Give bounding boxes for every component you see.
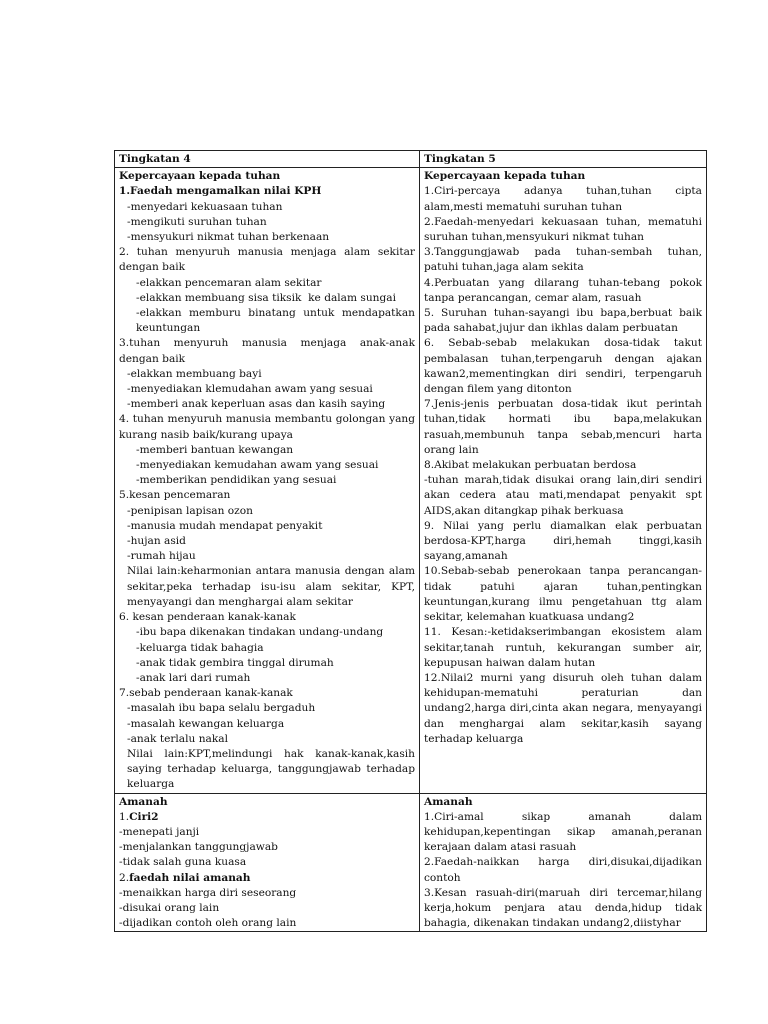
text-line <box>424 671 702 747</box>
text-content: -menjalankan tanggungjawab <box>119 841 278 854</box>
text-line <box>424 795 702 810</box>
text-content: -tidak salah guna kuasa <box>119 856 247 869</box>
text-content: -menepati janji <box>119 825 200 838</box>
text-line <box>119 686 415 701</box>
text-content: Amanah <box>424 795 473 808</box>
text-content: -memberikan pendidikan yang sesuai <box>136 474 337 487</box>
text-content: -keluarga tidak bahagia <box>136 641 264 654</box>
text-line <box>424 625 702 671</box>
text-line <box>424 215 702 245</box>
text-line <box>119 336 415 366</box>
text-line <box>424 473 702 519</box>
text-content: -mensyukuri nikmat tuhan berkenaan <box>127 231 330 244</box>
text-content: -hujan asid <box>127 535 186 548</box>
section-kepercayaan-row <box>115 168 707 793</box>
text-line <box>119 458 415 473</box>
text-content: 6. kesan penderaan kanak-kanak <box>119 611 296 624</box>
text-content: 3.Tanggungjawab pada tuhan-sembah tuhan, patuhi tuhan,jaga alam sekita <box>424 246 702 274</box>
text-content: -mengikuti suruhan tuhan <box>127 215 267 228</box>
text-line <box>424 169 702 184</box>
header-tingkatan-4: Tingkatan 4 <box>115 151 420 168</box>
amanah-tingkatan-5-cell <box>420 793 707 932</box>
text-content: -anak lari dari rumah <box>136 671 251 684</box>
text-content: -disukai orang lain <box>119 901 220 914</box>
text-line <box>424 276 702 306</box>
text-line <box>119 871 415 886</box>
text-content: 7.sebab penderaan kanak-kanak <box>119 687 293 700</box>
text-line <box>119 276 415 291</box>
text-line <box>119 443 415 458</box>
text-content: -anak tidak gembira tinggal dirumah <box>136 656 334 669</box>
text-content: -menyediakan klemudahan awam yang sesuai <box>127 383 373 396</box>
text-line <box>424 397 702 458</box>
text-content: 11. Kesan:-ketidakserimbangan ekosistem alam sekitar,tanah runtuh, kekurangan sumber air, kepupusan haiwan dalam hutan <box>424 626 702 669</box>
text-content: 1.Ciri-percaya adanya tuhan,tuhan cipta alam,mesti mematuhi suruhan tuhan <box>424 185 702 213</box>
text-content: -ibu bapa dikenakan tindakan undang-undang <box>136 626 384 639</box>
header-tingkatan-5: Tingkatan 5 <box>420 151 707 168</box>
text-content: -elakkan pencemaran alam sekitar <box>136 276 322 289</box>
text-line <box>119 291 415 306</box>
text-line <box>119 519 415 534</box>
text-line <box>119 564 415 610</box>
text-content: -tuhan marah,tidak disukai orang lain,diri sendiri akan cedera atau mati,mendapat penyakit spt AIDS,akan ditangkap pihak berkuasa <box>424 474 702 517</box>
text-content: -masalah ibu bapa selalu bergaduh <box>127 702 316 715</box>
text-line <box>119 840 415 855</box>
text-content: 12.Nilai2 murni yang disuruh oleh tuhan dalam kehidupan-mematuhi peraturian dan undang2,harga diri,cinta akan negara, menyayangi dan menghargai alam sekitar,kasih sayang terhadap keluarga <box>424 671 702 745</box>
kepercayaan-tingkatan-4-cell <box>115 168 420 793</box>
text-line <box>119 184 415 199</box>
text-content: -dijadikan contoh oleh orang lain <box>119 917 297 930</box>
text-line <box>119 717 415 732</box>
table-header-row <box>115 151 707 168</box>
text-line <box>119 656 415 671</box>
text-line <box>119 886 415 901</box>
text-line <box>119 534 415 549</box>
text-content: -menyedari kekuasaan tuhan <box>127 200 283 213</box>
text-content: -menaikkan harga diri seseorang <box>119 886 297 899</box>
section-amanah-row <box>115 793 707 932</box>
text-line <box>119 610 415 625</box>
text-content: 4.Perbuatan yang dilarang tuhan-tebang pokok tanpa perancangan, cemar alam, rasuah <box>424 276 702 304</box>
text-content: -rumah hijau <box>127 550 196 563</box>
text-content: 2.Faedah-naikkan harga diri,disukai,dijadikan contoh <box>424 856 702 884</box>
text-content: -menyediakan kemudahan awam yang sesuai <box>136 459 379 472</box>
text-line <box>119 488 415 503</box>
text-line <box>119 397 415 412</box>
text-content: -elakkan memburu binatang untuk mendapatkan keuntungan <box>136 307 415 335</box>
text-content: -penipisan lapisan ozon <box>127 504 253 517</box>
text-line <box>119 245 415 275</box>
text-content: 9. Nilai yang perlu diamalkan elak perbuatan berdosa-KPT,harga diri,hemah tinggi,kasih sayang,amanah <box>424 519 702 563</box>
text-line <box>119 747 415 793</box>
text-line <box>119 367 415 382</box>
kepercayaan-tingkatan-5-cell <box>420 168 707 793</box>
text-content: 8.Akibat melakukan perbuatan berdosa <box>424 459 637 472</box>
text-line <box>424 564 702 625</box>
text-content: 6. Sebab-sebab melakukan dosa-tidak takut pembalasan tuhan,terpengaruh dengan ajakan kawan2,mementingkan diri sendiri, terpengaruh dengan filem yang ditonton <box>424 337 702 396</box>
text-content: 3.Kesan rasuah-diri(maruah diri tercemar,hilang kerja,hokum penjara atau denda,hidup tidak bahagia, dikenakan tindakan undang2,diistyhar <box>424 886 702 930</box>
text-line <box>119 382 415 397</box>
text-content: 1. <box>119 810 130 823</box>
text-content: 10.Sebab-sebab penerokaan tanpa perancangan-tidak patuhi ajaran tuhan,pentingkan keuntungan,kurang ilmu pengetahuan ttg alam sekitar, kelemahan kuatkuasa undang2 <box>424 565 702 624</box>
text-line <box>424 855 702 885</box>
text-line <box>119 549 415 564</box>
comparison-table <box>114 150 707 932</box>
text-content: 4. tuhan menyuruh manusia membantu golongan yang kurang nasib baik/kurang upaya <box>119 413 415 441</box>
text-line <box>119 625 415 640</box>
text-content: Kepercayaan kepada tuhan <box>119 170 281 183</box>
text-line <box>119 412 415 442</box>
text-line <box>119 810 415 825</box>
text-line <box>119 215 415 230</box>
text-content: -masalah kewangan keluarga <box>127 717 285 730</box>
text-line <box>119 901 415 916</box>
text-line <box>424 184 702 214</box>
text-line <box>119 504 415 519</box>
text-content: -manusia mudah mendapat penyakit <box>127 519 323 532</box>
text-content: Nilai lain:KPT,melindungi hak kanak-kanak,kasih saying terhadap keluarga, tanggungjawab terhadap keluarga <box>127 747 415 791</box>
text-content: -elakkan membuang bayi <box>127 367 262 380</box>
text-line <box>424 810 702 856</box>
text-line <box>119 825 415 840</box>
text-line <box>119 641 415 656</box>
text-line <box>119 855 415 870</box>
text-line <box>119 200 415 215</box>
text-line <box>119 701 415 716</box>
text-content: Amanah <box>119 795 168 808</box>
text-content: 3.tuhan menyuruh manusia menjaga anak-anak dengan baik <box>119 337 415 365</box>
text-content: -anak terlalu nakal <box>127 732 228 745</box>
text-line <box>424 886 702 932</box>
text-line <box>119 916 415 931</box>
text-line <box>424 519 702 565</box>
text-line <box>424 245 702 275</box>
text-line <box>119 732 415 747</box>
text-content: -memberi bantuan kewangan <box>136 443 294 456</box>
text-content: 2.Faedah-menyedari kekuasaan tuhan, mematuhi suruhan tuhan,mensyukuri nikmat tuhan <box>424 215 702 244</box>
text-line <box>119 169 415 184</box>
text-line <box>119 306 415 336</box>
text-content: 2. <box>119 871 130 884</box>
text-content-emphasis: Ciri2 <box>129 810 159 823</box>
text-line <box>119 671 415 686</box>
text-content: 5.kesan pencemaran <box>119 489 231 502</box>
text-content: Kepercayaan kepada tuhan <box>424 170 586 183</box>
text-content: 7.Jenis-jenis perbuatan dosa-tidak ikut perintah tuhan,tidak hormati ibu bapa,melakukan rasuah,membunuh tanpa sebab,mencuri harta orang lain <box>424 398 702 456</box>
text-line <box>119 473 415 488</box>
amanah-tingkatan-4-cell <box>115 793 420 932</box>
text-line <box>119 230 415 245</box>
text-line <box>119 795 415 810</box>
text-content: -elakkan membuang sisa tiksik ke dalam sungai <box>136 291 396 304</box>
text-content: 2. tuhan menyuruh manusia menjaga alam sekitar dengan baik <box>119 246 415 274</box>
text-content: 1.Ciri-amal sikap amanah dalam kehidupan,kepentingan sikap amanah,peranan kerajaan dalam atasi rasuah <box>424 810 702 854</box>
text-line <box>424 336 702 397</box>
text-content: 5. Suruhan tuhan-sayangi ibu bapa,berbuat baik pada sahabat,jujur dan ikhlas dalam perbuatan <box>424 307 702 335</box>
text-content: -memberi anak keperluan asas dan kasih saying <box>127 398 386 411</box>
text-content-emphasis: faedah nilai amanah <box>129 871 251 884</box>
text-line <box>424 458 702 473</box>
text-line <box>424 306 702 336</box>
text-content: Nilai lain:keharmonian antara manusia dengan alam sekitar,peka terhadap isu-isu alam sekitar, KPT, menyayangi dan menghargai alam sekitar <box>127 565 415 608</box>
text-content: 1.Faedah mengamalkan nilai KPH <box>119 185 322 198</box>
